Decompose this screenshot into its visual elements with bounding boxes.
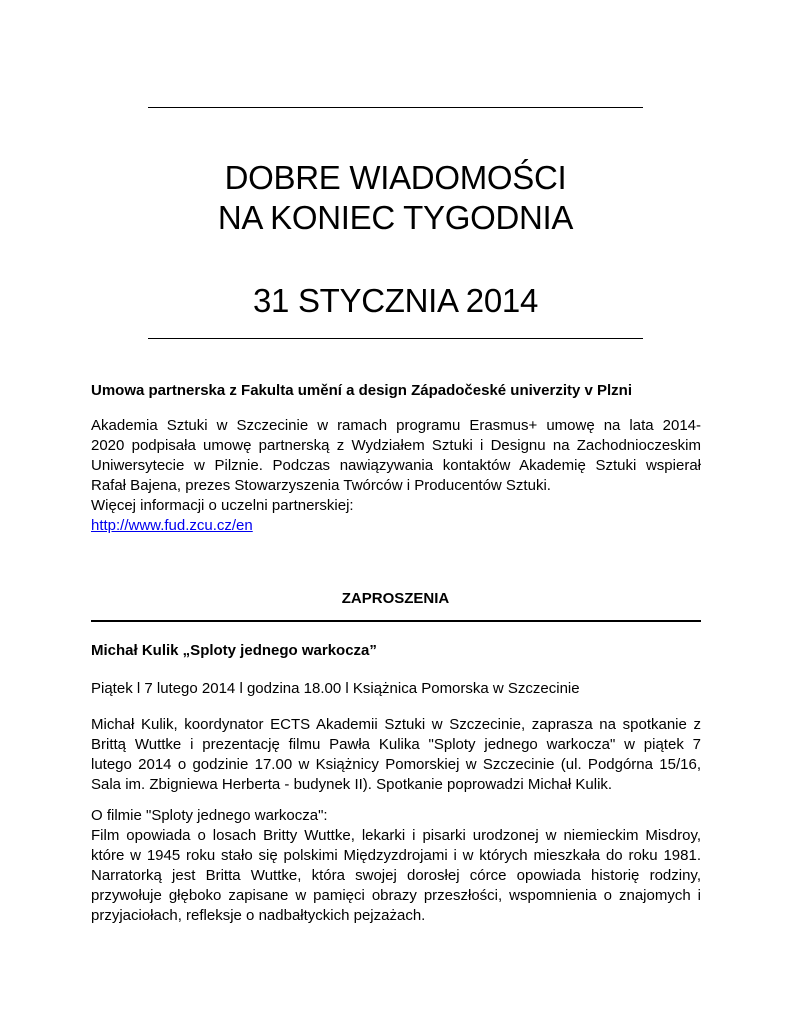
invitations-heading: ZAPROSZENIA	[341, 590, 450, 607]
event-paragraph-line: Sala im. Zbigniewa Herberta - budynek II). Spotkanie poprowadzi Michał Kulik.	[91, 776, 613, 793]
title-bottom-divider	[148, 338, 643, 339]
film-section	[91, 806, 701, 926]
event-paragraph	[91, 715, 701, 795]
title-line-2: NA KONIEC TYGODNIA	[217, 199, 574, 236]
partnership-line: 2020 podpisała umowę partnerską z Wydziałem Sztuki i Designu na Zachodnioczeskim	[91, 437, 701, 454]
invitations-divider	[91, 620, 701, 622]
section-heading-partnership: Umowa partnerska z Fakulta umění a design Západočeské univerzity v Plzni	[91, 382, 633, 399]
title-date: 31 STYCZNIA 2014	[252, 282, 538, 319]
event-title: Michał Kulik „Sploty jednego warkocza”	[91, 642, 377, 659]
more-info-text: Więcej informacji o uczelni partnerskiej:	[91, 497, 354, 514]
event-paragraph-line: lutego 2014 o godzinie 17.00 w Książnicy Pomorskiej w Szczecinie (ul. Podgórna 15/16,	[91, 756, 701, 773]
top-divider	[148, 107, 643, 108]
film-heading: O filmie "Sploty jednego warkocza":	[91, 807, 328, 824]
title-line-1: DOBRE WIADOMOŚCI	[224, 159, 567, 196]
film-line: które w 1945 roku stało się polskimi Międzyzdrojami i w których mieszkała do roku 1981.	[91, 847, 701, 864]
event-when-where: Piątek l 7 lutego 2014 l godzina 18.00 l Książnica Pomorska w Szczecinie	[91, 680, 580, 697]
partnership-paragraph	[91, 416, 701, 536]
partnership-line: Uniwersytecie w Pilznie. Podczas nawiązywania kontaktów Akademię Sztuki wspierał	[91, 457, 701, 474]
partnership-line: Rafał Bajena, prezes Stowarzyszenia Twórców i Producentów Sztuki.	[91, 477, 551, 494]
film-line: przywołuje głęboko zapisane w pamięci obrazy przeszłości, wspomnienia o znajomych i	[91, 887, 701, 904]
film-line: Film opowiada o losach Britty Wuttke, lekarki i pisarki urodzonej w niemieckim Misdroy,	[91, 827, 701, 844]
partner-university-link[interactable]: http://www.fud.zcu.cz/en	[91, 517, 253, 534]
film-line: Narratorką jest Britta Wuttke, która swojej dorosłej córce opowiada historię rodziny,	[91, 867, 701, 884]
event-paragraph-line: Michał Kulik, koordynator ECTS Akademii Sztuki w Szczecinie, zaprasza na spotkanie z	[91, 716, 701, 733]
film-line: przyjaciołach, refleksje o nadbałtyckich pejzażach.	[91, 907, 426, 924]
partnership-line: Akademia Sztuki w Szczecinie w ramach programu Erasmus+ umowę na lata 2014-	[91, 417, 701, 434]
event-paragraph-line: Brittą Wuttke i prezentację filmu Pawła Kulika "Sploty jednego warkocza" w piątek 7	[91, 736, 701, 753]
